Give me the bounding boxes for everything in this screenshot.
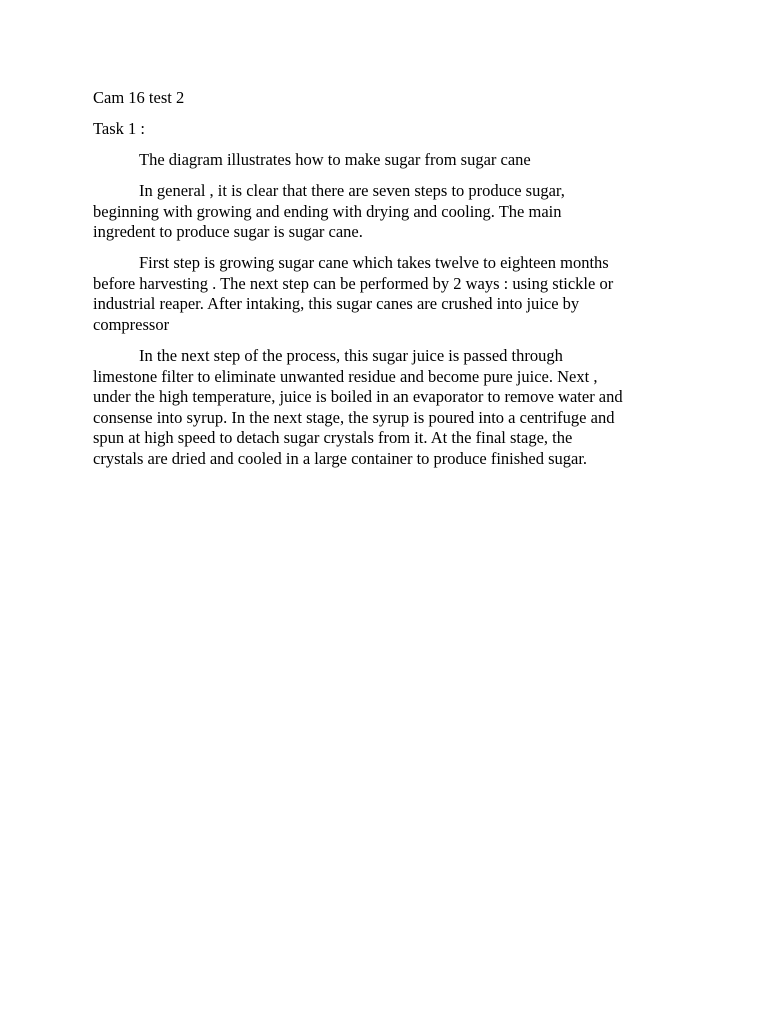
paragraph-line: under the high temperature, juice is boiled in an evaporator to remove water and <box>93 387 623 406</box>
paragraph-first-steps <box>93 253 673 335</box>
paragraph-line: First step is growing sugar cane which takes twelve to eighteen months <box>139 253 609 272</box>
paragraph-line: industrial reaper. After intaking, this sugar canes are crushed into juice by <box>93 294 580 313</box>
paragraph-line: limestone filter to eliminate unwanted residue and become pure juice. Next , <box>93 366 598 386</box>
paragraph-later-steps <box>93 346 673 469</box>
task-label: Task 1 : <box>93 119 146 138</box>
paragraph-overview <box>93 181 673 243</box>
paragraph-line: ingredent to produce sugar is sugar cane. <box>93 222 363 241</box>
document-heading: Cam 16 test 2 <box>93 88 185 107</box>
paragraph-line: In general , it is clear that there are seven steps to produce sugar, <box>139 181 565 200</box>
paragraph-line: before harvesting . The next step can be performed by 2 ways : using stickle or <box>93 273 614 293</box>
paragraph-line: compressor <box>93 314 170 334</box>
paragraph-line: beginning with growing and ending with drying and cooling. The main <box>93 201 562 221</box>
paragraph-line: In the next step of the process, this sugar juice is passed through <box>139 346 563 365</box>
intro-sentence: The diagram illustrates how to make sugar from sugar cane <box>139 150 531 169</box>
paragraph-line: consense into syrup. In the next stage, the syrup is poured into a centrifuge and <box>93 407 615 427</box>
paragraph-line: spun at high speed to detach sugar crystals from it. At the final stage, the <box>93 428 573 447</box>
paragraph-line: crystals are dried and cooled in a large container to produce finished sugar. <box>93 448 588 468</box>
